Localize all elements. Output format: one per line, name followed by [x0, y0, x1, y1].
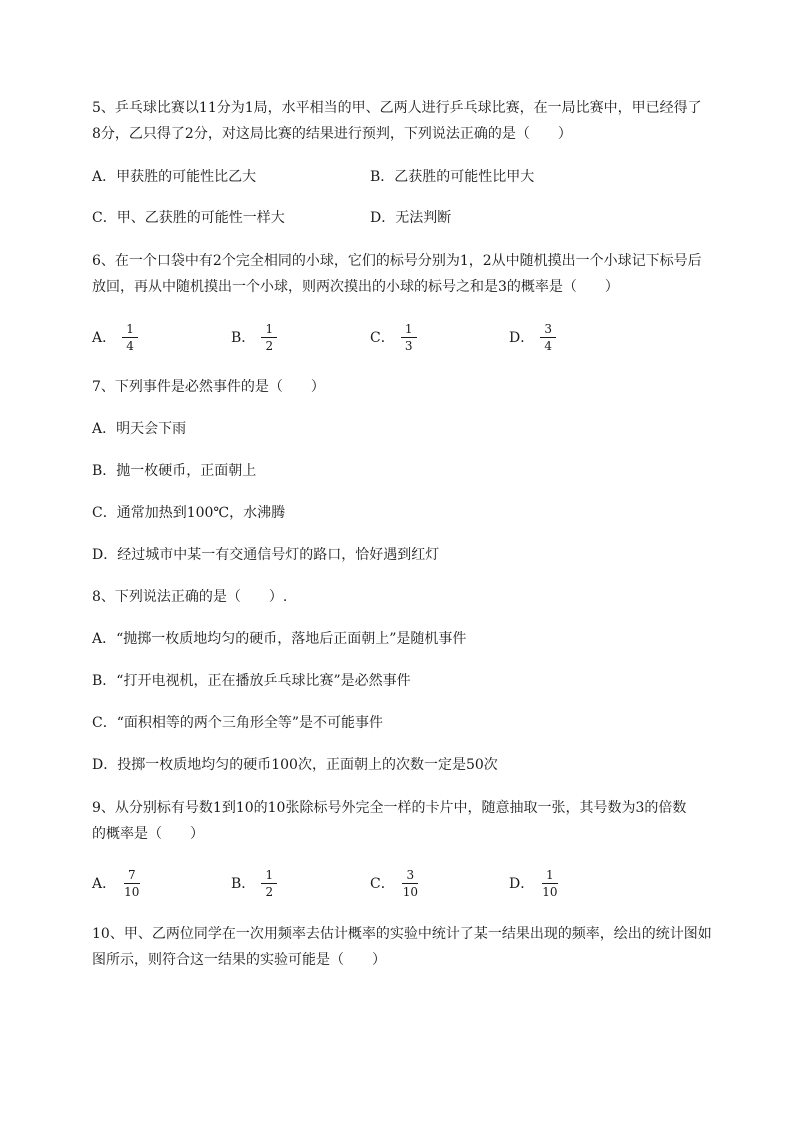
q8-option-c: C．“面积相等的两个三角形全等”是不可能事件: [92, 715, 384, 731]
q5-option-c: C．甲、乙获胜的可能性一样大: [92, 210, 285, 226]
q5-stem-line2: 8分，乙只得了2分，对这局比赛的结果进行预判，下列说法正确的是（ ）: [92, 126, 572, 142]
numerator: 3: [402, 868, 418, 884]
option-label: B．: [231, 330, 256, 346]
q10-stem-line1: 10、甲、乙两位同学在一次用频率去估计概率的实验中统计了某一结果出现的频率，绘出的统计图如: [92, 926, 712, 942]
numerator: 3: [540, 322, 556, 338]
q8-option-b: B．“打开电视机，正在播放乒乓球比赛”是必然事件: [92, 673, 411, 689]
q10-stem-line2: 图所示，则符合这一结果的实验可能是（ ）: [92, 952, 386, 968]
fraction: [261, 868, 277, 899]
q9-option-a: [92, 861, 141, 905]
q9-option-c: [370, 861, 420, 905]
q5-option-b: B．乙获胜的可能性比甲大: [370, 169, 535, 185]
q8-option-a: A．“抛掷一枚质地均匀的硬币，落地后正面朝上”是随机事件: [92, 631, 467, 647]
denominator: 10: [124, 884, 140, 899]
fraction: [261, 322, 277, 353]
option-label: C．: [370, 876, 395, 892]
option-label: A．: [92, 876, 117, 892]
q7-option-c: C．通常加热到100℃，水沸腾: [92, 505, 286, 521]
q5-option-d: D．无法判断: [370, 210, 452, 226]
denominator: 3: [404, 338, 413, 353]
q6-option-b: [231, 315, 277, 359]
denominator: 2: [265, 884, 274, 899]
denominator: 10: [542, 884, 558, 899]
q6-option-c: [370, 315, 417, 359]
q7-option-b: B．抛一枚硬币，正面朝上: [92, 463, 257, 479]
q6-stem-line2: 放回，再从中随机摸出一个小球，则两次摸出的小球的标号之和是3的概率是（ ）: [92, 279, 619, 295]
option-label: C．: [370, 330, 395, 346]
numerator: 1: [401, 322, 417, 338]
q6-option-a: [92, 315, 138, 359]
numerator: 1: [122, 322, 138, 338]
q7-stem: 7、下列事件是必然事件的是（ ）: [92, 379, 325, 395]
fraction: [540, 868, 559, 899]
option-label: D．: [509, 330, 535, 346]
q7-option-d: D．经过城市中某一有交通信号灯的路口，恰好遇到红灯: [92, 547, 440, 563]
q9-stem-line2: 的概率是（ ）: [92, 826, 204, 842]
option-label: B．: [231, 876, 256, 892]
fraction: [122, 322, 138, 353]
numerator: 1: [261, 322, 277, 338]
denominator: 2: [265, 338, 274, 353]
q7-option-a: A．明天会下雨: [92, 421, 187, 437]
q8-option-d: D．投掷一枚质地均匀的硬币100次，正面朝上的次数一定是50次: [92, 757, 498, 773]
option-label: A．: [92, 330, 117, 346]
q5-option-a: A．甲获胜的可能性比乙大: [92, 169, 257, 185]
numerator: 1: [261, 868, 277, 884]
q5-stem-line1: 5、乒乓球比赛以11分为1局，水平相当的甲、乙两人进行乒乓球比赛，在一局比赛中，甲已经得了: [92, 100, 702, 116]
denominator: 4: [544, 338, 553, 353]
q6-stem-line1: 6、在一个口袋中有2个完全相同的小球，它们的标号分别为1，2从中随机摸出一个小球记下标号后: [92, 253, 702, 269]
q9-stem-line1: 9、从分别标有号数1到10的10张除标号外完全一样的卡片中，随意抽取一张，其号数为3的倍数: [92, 800, 687, 816]
fraction: [401, 868, 420, 899]
denominator: 10: [402, 884, 418, 899]
numerator: 1: [542, 868, 558, 884]
q6-option-d: [509, 315, 556, 359]
denominator: 4: [126, 338, 134, 353]
option-label: D．: [509, 876, 535, 892]
numerator: 7: [124, 868, 140, 884]
q9-option-b: [231, 861, 277, 905]
q9-option-d: [509, 861, 560, 905]
q8-stem: 8、下列说法正确的是（ ）.: [92, 589, 288, 605]
fraction: [401, 322, 417, 353]
fraction: [122, 868, 141, 899]
fraction: [540, 322, 556, 353]
